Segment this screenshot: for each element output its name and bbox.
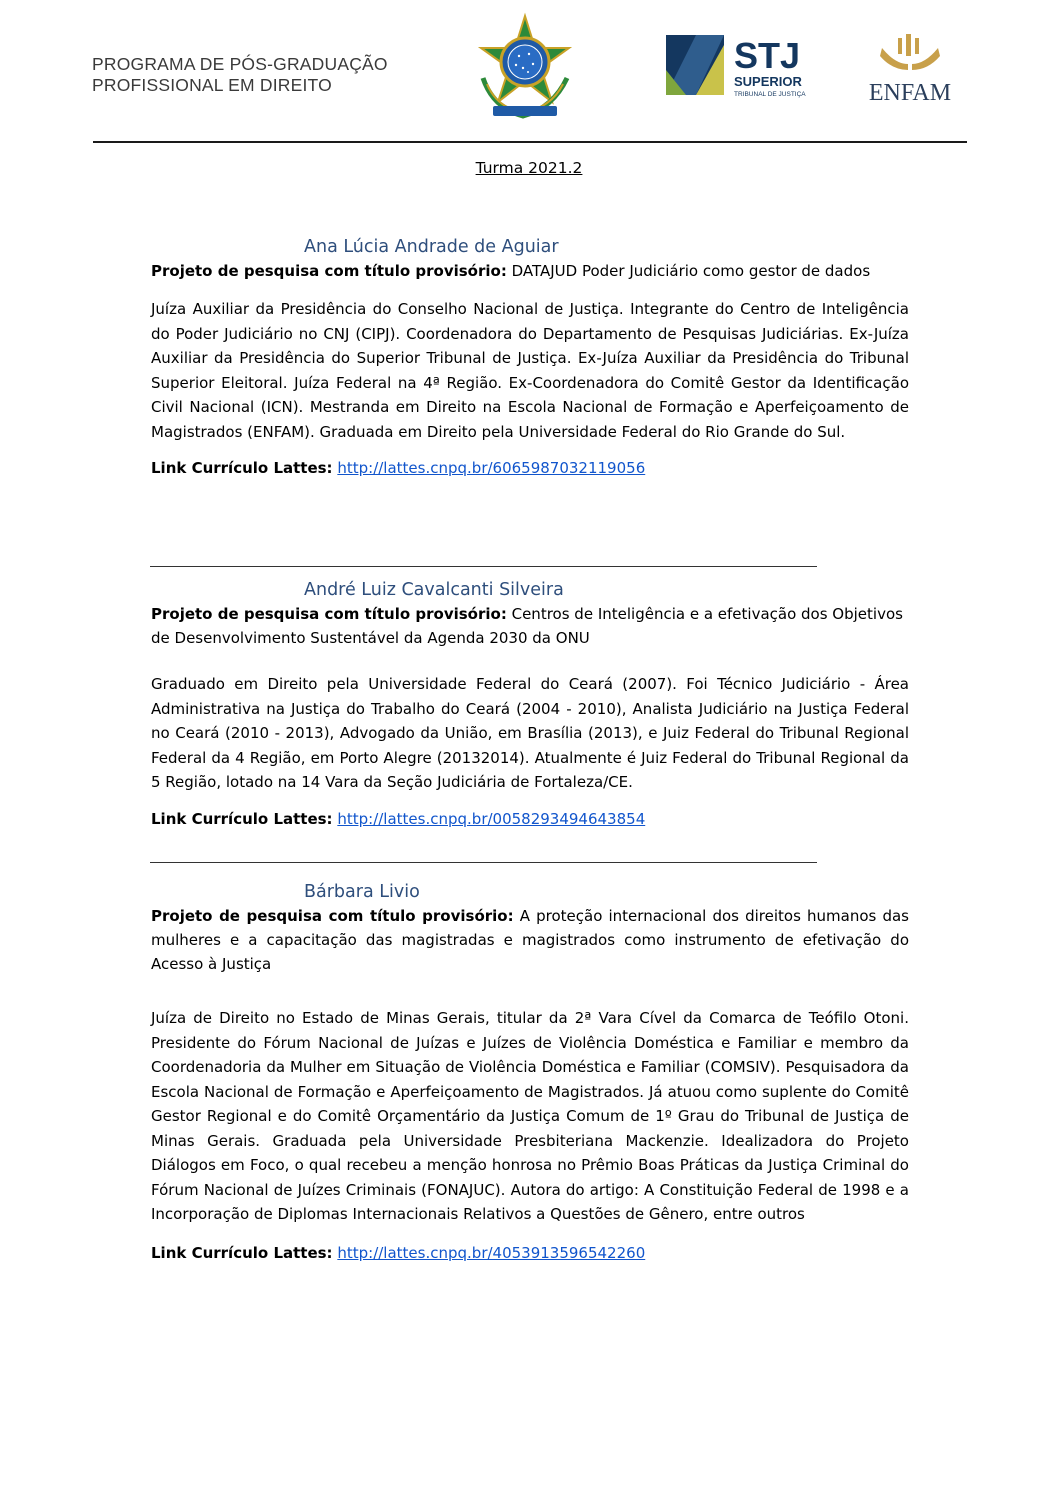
profile-bio: Juíza Auxiliar da Presidência do Conselho Nacional de Justiça. Integrante do Centro de Inteligência do Poder Judiciário no CNJ (CIPJ). Coordenadora do Departamento de Pesquisas Judiciárias. Ex-Juíza Auxiliar da Presidência do Superior Tribunal de Justiça. Ex-Juíza Auxiliar da Presidência do Tribunal Superior Eleitoral. Juíza Federal na 4ª Região. Ex-Coordenadora do Comitê Gestor da Identificação Civil Nacional (ICN). Mestranda em Direito na Escola Nacional de Formação e Aperfeiçoamento de Magistrados (ENFAM). Graduada em Direito pela Universidade Federal do Rio Grande do Sul. bbox=[151, 300, 909, 441]
program-title-line1: PROGRAMA DE PÓS-GRADUAÇÃO bbox=[92, 54, 388, 74]
entry-divider bbox=[150, 862, 817, 863]
project-line bbox=[151, 602, 909, 650]
enfam-logo bbox=[860, 30, 960, 105]
profile-bio: Graduado em Direito pela Universidade Federal do Ceará (2007). Foi Técnico Judiciário - Área Administrativa na Justiça do Trabalho do Ceará (2004 - 2010), Analista Judiciário na Justiça Federal no Ceará (2010 - 2013), Advogado da União, em Brasília (2013), e Juiz Federal do Tribunal Regional Federal da 4 Região, em Porto Alegre (20132014). Atualmente é Juiz Federal do Tribunal Regional da 5 Região, lotado na 14 Vara da Seção Judiciária de Fortaleza/CE. bbox=[151, 675, 909, 791]
project-title: Centros de Inteligência e a efetivação dos Objetivos de Desenvolvimento Sustentável da Agenda 2030 da ONU bbox=[151, 605, 903, 647]
stj-logo bbox=[666, 30, 831, 100]
lattes-line bbox=[151, 807, 909, 831]
project-title: DATAJUD Poder Judiciário como gestor de dados bbox=[511, 262, 871, 280]
program-title-line2: PROFISSIONAL EM DIREITO bbox=[92, 75, 332, 95]
enfam-logo-text: ENFAM bbox=[868, 80, 952, 105]
profile-name: André Luiz Cavalcanti Silveira bbox=[304, 580, 564, 600]
stj-logo-sub2: TRIBUNAL DE JUSTIÇA bbox=[734, 91, 806, 98]
project-label: Projeto de pesquisa com título provisório: bbox=[151, 262, 507, 280]
header-divider bbox=[93, 141, 967, 143]
profile-entry bbox=[151, 235, 909, 480]
stj-logo-sub1: SUPERIOR bbox=[734, 74, 802, 89]
lattes-link[interactable]: http://lattes.cnpq.br/6065987032119056 bbox=[337, 459, 646, 477]
entry-divider bbox=[150, 566, 817, 567]
program-title bbox=[92, 54, 388, 96]
stj-logo-text: STJ bbox=[734, 35, 801, 76]
lattes-label: Link Currículo Lattes: bbox=[151, 809, 333, 828]
lattes-link[interactable]: http://lattes.cnpq.br/4053913596542260 bbox=[337, 1243, 646, 1262]
brazil-coat-of-arms-logo bbox=[473, 8, 577, 126]
profile-entry bbox=[151, 578, 909, 831]
profile-entry bbox=[151, 880, 909, 1265]
class-title: Turma 2021.2 bbox=[475, 159, 583, 177]
profile-name: Ana Lúcia Andrade de Aguiar bbox=[304, 237, 559, 257]
profile-bio: Juíza de Direito no Estado de Minas Gerais, titular da 2ª Vara Cível da Comarca de Teófilo Otoni. Presidente do Fórum Nacional de Juízas e Juízes de Violência Doméstica e Familiar e membro da Coordenadoria da Mulher em Situação de Violência Doméstica e Familiar (COMSIV). Pesquisadora da Escola Nacional de Formação e Aperfeiçoamento de Magistrados. Já atuou como suplente do Comitê Gestor Regional e do Comitê Orçamentário da Justiça Comum de 1º Grau do Tribunal de Justiça de Minas Gerais. Graduada pela Universidade Presbiteriana Mackenzie. Idealizadora do Projeto Diálogos em Foco, o qual recebeu a menção honrosa no Prêmio Boas Práticas da Justiça Criminal do Fórum Nacional de Juízes Criminais (FONAJUC). Autora do artigo: A Constituição Federal de 1998 e a Incorporação de Diplomas Internacionais Relativos a Questões de Gênero, entre outros bbox=[151, 1009, 909, 1223]
project-label: Projeto de pesquisa com título provisório: bbox=[151, 605, 507, 623]
profile-name: Bárbara Livio bbox=[304, 882, 420, 902]
lattes-label: Link Currículo Lattes: bbox=[151, 459, 333, 477]
project-line bbox=[151, 259, 909, 283]
lattes-line bbox=[151, 456, 909, 480]
project-label: Projeto de pesquisa com título provisório: bbox=[151, 907, 514, 925]
project-title: A proteção internacional dos direitos humanos das mulheres e a capacitação das magistradas e magistrados como instrumento de efetivação do Acesso à Justiça bbox=[151, 907, 909, 973]
lattes-line bbox=[151, 1241, 909, 1265]
project-line bbox=[151, 904, 909, 976]
lattes-label: Link Currículo Lattes: bbox=[151, 1243, 333, 1262]
lattes-link[interactable]: http://lattes.cnpq.br/0058293494643854 bbox=[337, 809, 646, 828]
